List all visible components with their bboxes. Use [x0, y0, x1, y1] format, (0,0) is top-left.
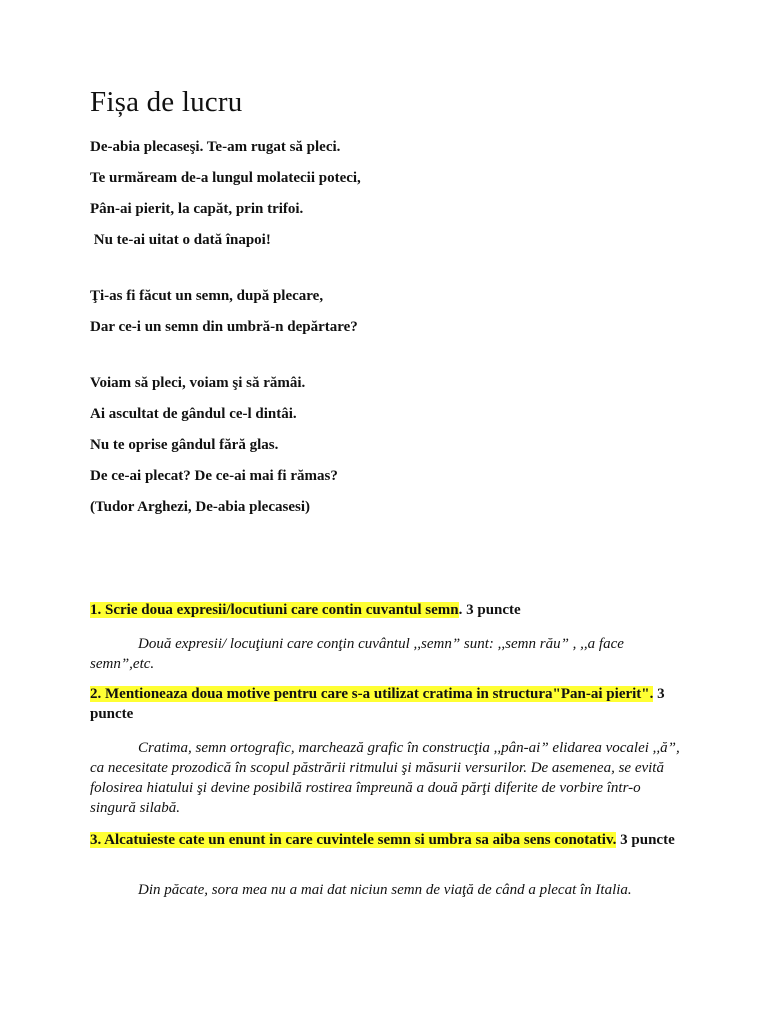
- poem-line: Pân-ai pierit, la capăt, prin trifoi.: [90, 201, 304, 217]
- question-3-text: 3. Alcatuieste cate un enunt in care cuvintele semn si umbra sa aiba sens conotativ.: [90, 832, 617, 848]
- poem-source: (Tudor Arghezi, De-abia plecasesi): [90, 499, 310, 515]
- poem: [90, 136, 690, 527]
- poem-line: Ai ascultat de gândul ce-l dintâi.: [90, 406, 297, 422]
- question-2-text: 2. Mentioneaza doua motive pentru care s-a utilizat cratima in structura"Pan-ai pierit".: [90, 686, 654, 702]
- poem-line: Te urmăream de-a lungul molatecii poteci,: [90, 170, 361, 186]
- poem-line: Dar ce-i un semn din umbră-n depărtare?: [90, 319, 358, 335]
- poem-line: Nu te oprise gândul fără glas.: [90, 437, 279, 453]
- answer-3: Din păcate, sora mea nu a mai dat niciun semn de viaţă de când a plecat în Italia.: [138, 882, 632, 898]
- poem-line: Nu te-ai uitat o dată înapoi!: [90, 232, 271, 248]
- question-2-points: 3 puncte: [90, 686, 665, 722]
- answer-2: Cratima, semn ortografic, marchează grafic în construcţia ,,pân-ai” elidarea vocalei ,,ă”, ca necesitate prozodică în scopul păstrării ritmului şi măsurii versurilor. De asemenea, se evită folosirea hiatului şi devine posibilă rostirea împreună a două părţi diferite de vorbire într-o singură silabă.: [90, 740, 680, 816]
- question-2: [90, 684, 680, 724]
- question-1-points: . 3 puncte: [458, 602, 521, 618]
- question-3: [90, 830, 680, 850]
- page-title: Fișa de lucru: [90, 86, 243, 118]
- poem-line: Voiam să pleci, voiam şi să rămâi.: [90, 375, 306, 391]
- question-3-points: 3 puncte: [616, 832, 675, 848]
- poem-line: Ţi-as fi făcut un semn, după plecare,: [90, 288, 324, 304]
- question-1-text: 1. Scrie doua expresii/locutiuni care contin cuvantul semn: [90, 602, 459, 618]
- answer-1: Două expresii/ locuţiuni care conţin cuvântul ,,semn” sunt: ,,semn rău” , ,,a face semn”,etc.: [90, 636, 624, 672]
- stanza-gap: [90, 260, 690, 285]
- poem-line: De ce-ai plecat? De ce-ai mai fi rămas?: [90, 468, 338, 484]
- poem-line: De-abia plecaseşi. Te-am rugat să pleci.: [90, 139, 341, 155]
- stanza-gap: [90, 347, 690, 372]
- question-1: [90, 600, 680, 620]
